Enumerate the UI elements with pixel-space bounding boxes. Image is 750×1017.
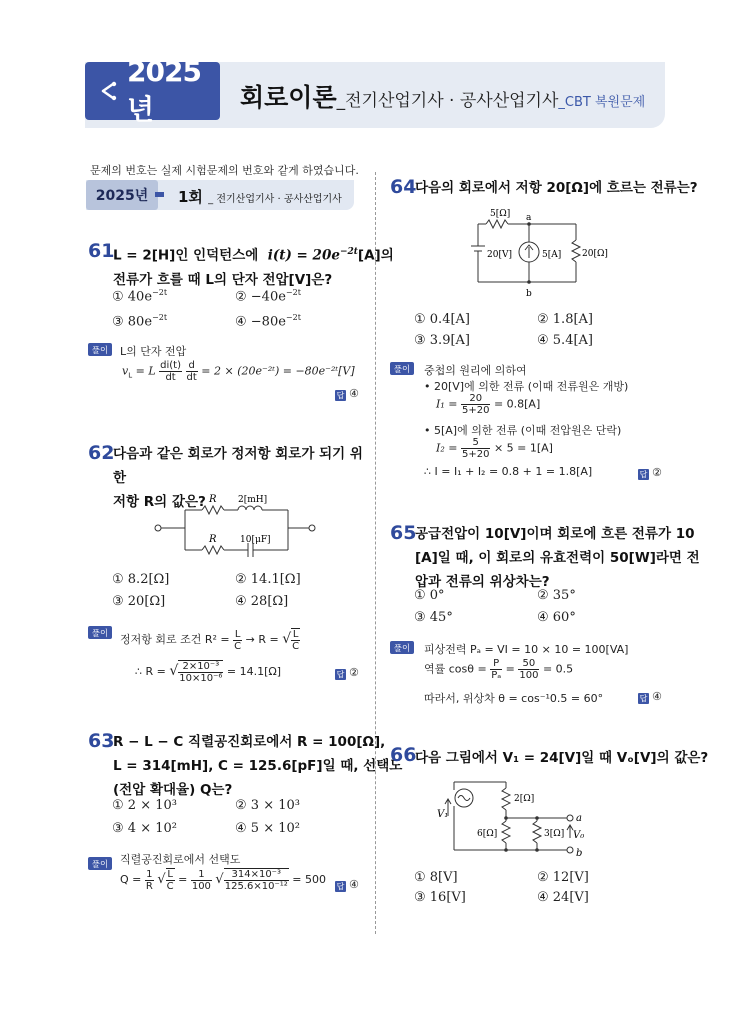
q62-sol-post: = 14.1[Ω]	[226, 665, 282, 678]
label-r1: R	[209, 494, 217, 505]
answer-tag: 답	[336, 882, 345, 891]
session-marker	[155, 192, 164, 197]
title-main: 회로이론	[240, 83, 337, 112]
q62-sol-text: 정저항 회로 조건 R² =	[120, 633, 230, 646]
title-cbt: _CBT 복원문제	[558, 95, 646, 110]
label-v0: V₀	[573, 830, 585, 841]
q62-sol-arrow: → R =	[245, 633, 279, 646]
answer-tag: 답	[336, 391, 345, 400]
option-2[interactable]: ② 35°	[537, 588, 576, 603]
q63-text-1: R − L − C 직렬공진회로에서 R = 100[Ω],	[113, 734, 386, 750]
answer	[335, 666, 359, 680]
fraction: $\frac{di(t)}{dt}$	[160, 360, 182, 383]
label-i: 5[A]	[542, 250, 562, 260]
solution-tag: 풀이	[88, 343, 112, 356]
q64-sol-i2-post: × 5 = 1[A]	[493, 441, 553, 455]
solution-line: 피상전력 Pₐ = VI = 10 × 10 = 100[VA]	[424, 643, 629, 656]
sqrt-sign: √	[215, 872, 224, 887]
label-b: b	[526, 289, 532, 299]
option-3[interactable]: ③ 4 × 10²	[112, 821, 177, 836]
fraction: $\frac{L}{C}$	[292, 629, 300, 652]
option-4[interactable]: ④ 24[V]	[537, 890, 589, 905]
fraction: $\frac{20}{5+20}$	[461, 393, 490, 416]
q65-sol-eq: =	[505, 662, 515, 676]
q65-text-3: 압과 전류의 위상차는?	[415, 574, 550, 590]
q63-text-2: L = 314[mH], C = 125.6[pF]일 때, 선택도	[113, 758, 403, 774]
q61-sol-vsub: L	[128, 371, 133, 380]
q63-sol-q: Q =	[120, 873, 142, 886]
fraction: $\frac{\text{2×10⁻³}}{\text{10×10⁻⁶}}$	[179, 661, 223, 684]
question-text: 다음 그림에서 V₁ = 24[V]일 때 Vₒ[V]의 값은?	[415, 750, 709, 766]
session-desc: _ 전기산업기사 · 공사산업기사	[208, 194, 342, 205]
label-r2: R	[209, 534, 217, 545]
q65-sol-post: = 0.5	[542, 662, 574, 676]
solution-title: 중첩의 원리에 의하여	[424, 364, 527, 377]
option-1[interactable]: ① 8.2[Ω]	[112, 572, 170, 587]
label-a: a	[526, 213, 532, 223]
question-text	[113, 240, 394, 292]
fraction: $\frac{L}{C}$	[234, 628, 242, 652]
question-number: 62	[88, 442, 115, 464]
answer	[335, 387, 359, 401]
label-r3: 3[Ω]	[544, 829, 565, 839]
year-badge-text: 2025년	[127, 54, 201, 126]
q61-text-3: 전류가 흐를 때 L의 단자 전압[V]은?	[113, 271, 333, 288]
column-divider	[375, 172, 376, 934]
label-v1: V₁	[437, 809, 449, 820]
option-3[interactable]: ③ 45°	[414, 610, 453, 625]
solution-bullet: • 20[V]에 의한 전류 (이때 전류원은 개방)	[424, 380, 629, 393]
solution-equation	[120, 868, 326, 892]
share-icon	[99, 79, 121, 103]
option-3[interactable]: ③ 20[Ω]	[112, 594, 166, 609]
fraction: $\frac{1}{R}$	[145, 868, 153, 892]
session-title	[178, 186, 342, 207]
notice-text: 문제의 번호는 실제 시험문제의 번호와 같게 하였습니다.	[90, 164, 359, 177]
solution-title: L의 단자 전압	[120, 345, 187, 358]
solution-total: ∴ I = I₁ + I₂ = 0.8 + 1 = 1.8[A]	[424, 465, 593, 478]
label-l: 2[mH]	[238, 495, 268, 505]
option-2[interactable]: ② 1.8[A]	[537, 312, 593, 327]
answer-value: ④	[349, 878, 359, 891]
option-2[interactable]: ② 3 × 10³	[235, 798, 300, 813]
answer-tag: 답	[639, 694, 648, 703]
q61-exp: −2t	[339, 247, 358, 257]
q64-sol-i1-post: = 0.8[A]	[493, 397, 541, 411]
q62-text-2: 저항 R의 값은?	[113, 494, 206, 510]
q61-sol-eq: = 2 × (20e⁻²ᵗ) = −80e⁻²ᵗ[V]	[201, 364, 355, 378]
fraction: $\frac{d}{dt}$	[186, 360, 197, 383]
label-r1: 2[Ω]	[514, 794, 535, 804]
q65-text-1: 공급전압이 10[V]이며 회로에 흐른 전류가 10	[415, 526, 695, 542]
option-1[interactable]: ① $40e^{-2t}$	[112, 288, 168, 305]
solution-equation	[122, 360, 355, 383]
option-4[interactable]: ④ 5 × 10²	[235, 821, 300, 836]
fraction: $\frac{P}{\text{Pₐ}}$	[491, 658, 502, 681]
question-number: 66	[390, 744, 417, 766]
solution-line	[135, 660, 281, 684]
solution-line	[424, 658, 573, 681]
label-r1: 5[Ω]	[490, 209, 511, 219]
session-round: 1회	[178, 188, 203, 206]
solution-title: 직렬공진회로에서 선택도	[120, 853, 241, 866]
option-1[interactable]: ① 0°	[414, 588, 445, 603]
answer-value: ②	[349, 666, 359, 679]
solution-tag: 풀이	[390, 641, 414, 654]
answer-tag: 답	[336, 670, 345, 679]
q64-sol-i1: I₁ =	[436, 397, 458, 411]
option-2[interactable]: ② 12[V]	[537, 870, 589, 885]
session-year: 2025년	[86, 180, 158, 210]
q61-eq: i(t) = 20e	[267, 247, 340, 264]
page-title	[240, 78, 645, 114]
solution-tag: 풀이	[390, 362, 414, 375]
option-4[interactable]: ④ $-80e^{-2t}$	[235, 313, 301, 330]
q61-text-1: L = 2[H]인 인덕턴스에	[113, 247, 259, 264]
sqrt-sign: √	[157, 872, 166, 887]
question-number: 63	[88, 730, 115, 752]
solution-line	[120, 628, 300, 652]
option-3[interactable]: ③ 16[V]	[414, 890, 466, 905]
fraction: $\frac{L}{C}$	[166, 869, 174, 892]
solution-tag: 풀이	[88, 857, 112, 870]
solution-equation	[436, 437, 553, 460]
q64-sol-i2: I₂ =	[436, 441, 458, 455]
option-4[interactable]: ④ 60°	[537, 610, 576, 625]
solution-tag: 풀이	[88, 626, 112, 639]
circuit-diagram	[152, 490, 322, 560]
question-number: 61	[88, 240, 115, 262]
q62-text-1: 다음과 같은 회로가 정저항 회로가 되기 위한	[113, 446, 363, 486]
answer-value: ②	[652, 466, 662, 479]
answer	[638, 466, 662, 480]
solution-line: 따라서, 위상차 θ = cos⁻¹0.5 = 60°	[424, 692, 604, 705]
label-c: 10[μF]	[240, 535, 271, 545]
sqrt-sign: √	[282, 631, 292, 647]
option-4[interactable]: ④ 5.4[A]	[537, 333, 593, 348]
option-1[interactable]: ① 2 × 10³	[112, 798, 177, 813]
question-text	[415, 522, 700, 594]
sqrt-sign: √	[169, 663, 179, 679]
q65-text-2: [A]일 때, 이 회로의 유효전력이 50[W]라면 전	[415, 550, 700, 566]
fraction: $\frac{1}{100}$	[191, 868, 211, 892]
label-v: 20[V]	[487, 250, 512, 260]
answer-value: ④	[652, 690, 662, 703]
fraction: $\frac{\text{314×10⁻³}}{\text{125.6×10⁻¹²}}$	[224, 869, 288, 892]
question-text	[113, 730, 403, 802]
fraction: $\frac{50}{100}$	[519, 658, 539, 681]
year-badge	[85, 54, 220, 126]
circuit-diagram	[466, 204, 626, 300]
question-text: 다음의 회로에서 저항 20[Ω]에 흐르는 전류는?	[415, 180, 698, 196]
option-1[interactable]: ① 0.4[A]	[414, 312, 470, 327]
answer-value: ④	[349, 387, 359, 400]
option-2[interactable]: ② 14.1[Ω]	[235, 572, 301, 587]
option-3[interactable]: ③ $80e^{-2t}$	[112, 313, 168, 330]
question-number: 64	[390, 176, 417, 198]
answer	[638, 690, 662, 704]
option-4[interactable]: ④ 28[Ω]	[235, 594, 289, 609]
circuit-diagram	[434, 774, 594, 864]
option-2[interactable]: ② $-40e^{-2t}$	[235, 288, 301, 305]
q65-sol-pre: 역률 cosθ =	[424, 662, 487, 676]
option-3[interactable]: ③ 3.9[A]	[414, 333, 470, 348]
q61-text-2: [A]의	[357, 247, 394, 264]
q63-text-3: (전압 확대율) Q는?	[113, 782, 233, 798]
solution-bullet: • 5[A]에 의한 전류 (이때 전압원은 단락)	[424, 424, 622, 437]
solution-equation	[436, 393, 540, 416]
q63-sol-post: = 500	[292, 873, 326, 886]
label-b: b	[576, 848, 583, 859]
fraction: $\frac{5}{5+20}$	[461, 437, 490, 460]
option-1[interactable]: ① 8[V]	[414, 870, 458, 885]
q62-sol-pre: ∴ R =	[135, 665, 166, 678]
answer-tag: 답	[639, 470, 648, 479]
q61-sol-v: v	[122, 364, 129, 378]
title-sub: _전기산업기사 · 공사산업기사	[336, 91, 559, 111]
q63-sol-eq: =	[178, 873, 188, 886]
label-r2: 6[Ω]	[477, 829, 498, 839]
label-r2: 20[Ω]	[582, 249, 608, 259]
question-number: 65	[390, 522, 417, 544]
label-a: a	[576, 813, 582, 824]
answer	[335, 878, 359, 892]
q61-sol-l: = L	[135, 364, 156, 378]
